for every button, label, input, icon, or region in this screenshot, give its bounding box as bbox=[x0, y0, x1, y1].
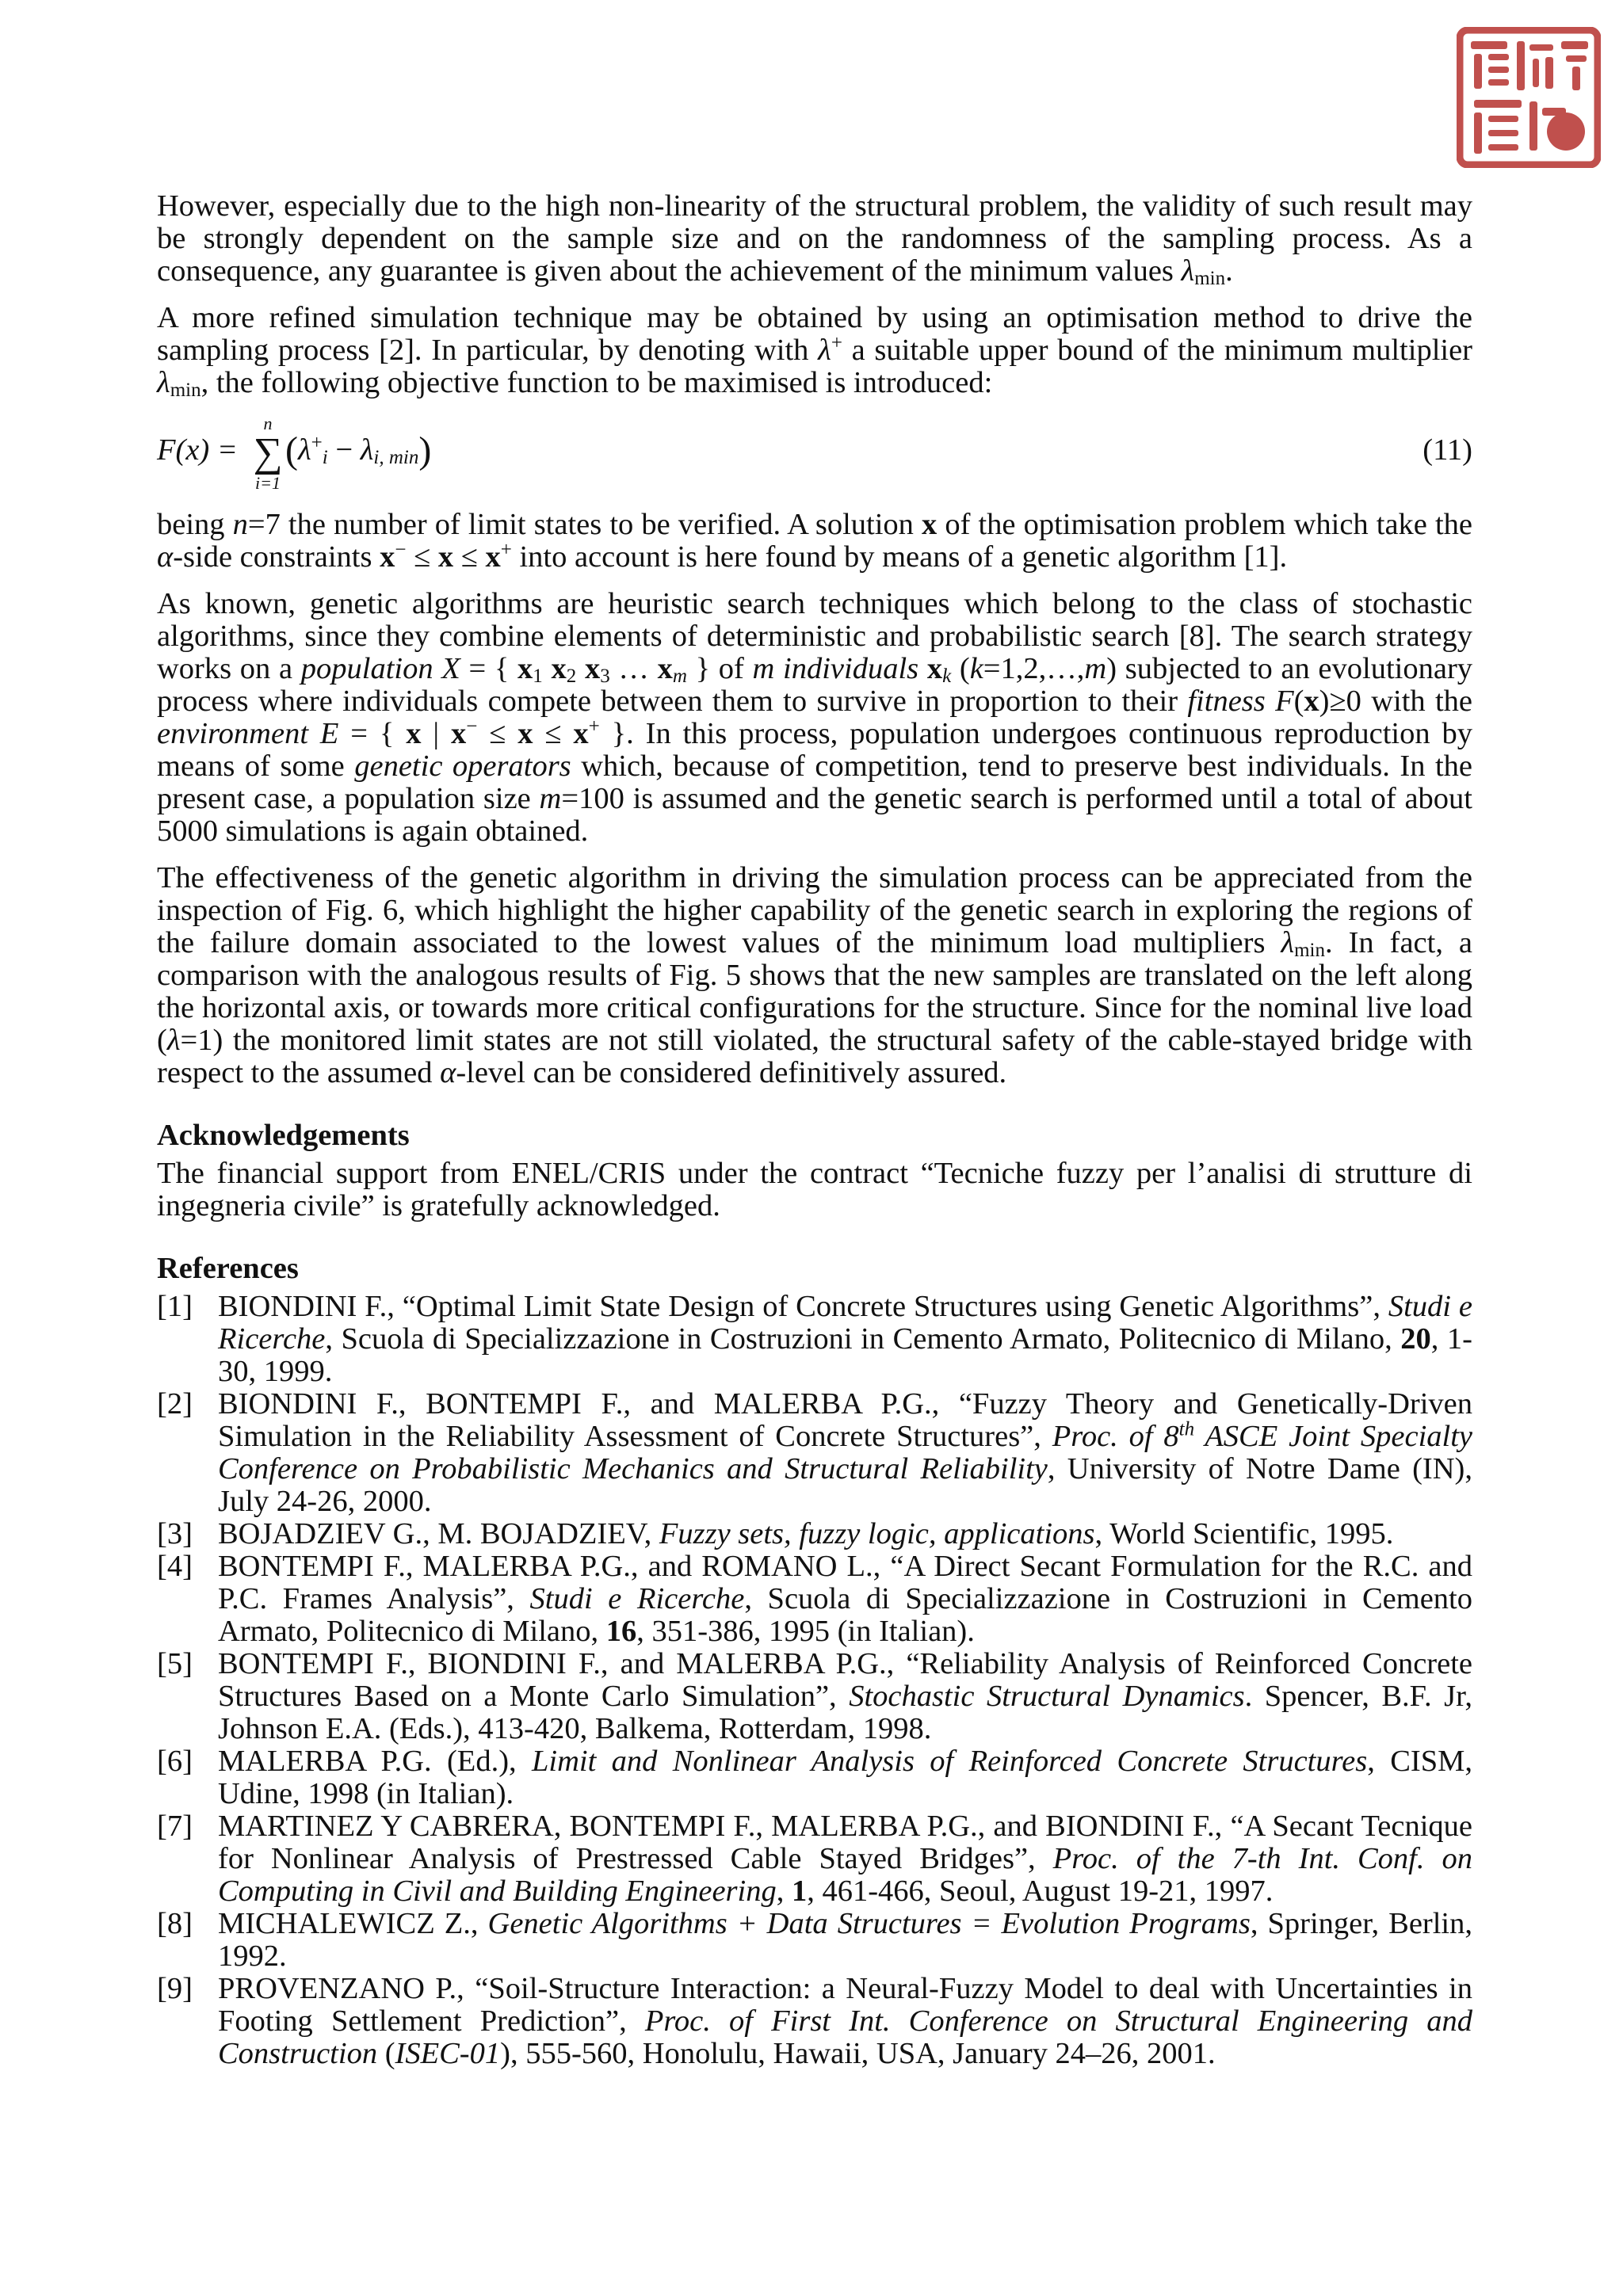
seal-stamp-image bbox=[1457, 27, 1601, 168]
reference-item: [9] PROVENZANO P., “Soil-Structure Interaction: a Neural-Fuzzy Model to deal with Uncertainties in Footing Settlement Prediction”, Proc. of First Int. Conference on Structural Engineering and Construction (ISEC-01), 555-560, Honolulu, Hawaii, USA, January 24–26, 2001. bbox=[157, 1972, 1472, 2070]
paragraph-3: being n=7 the number of limit states to be verified. A solution x of the optimisation problem which take the α-side constraints x− ≤ x ≤ x+ into account is here found by means of a genetic algorithm [1]. bbox=[157, 508, 1472, 574]
equation-number: (11) bbox=[1423, 433, 1472, 467]
equation-rhs: $(\lambda^+_i - \lambda_{i, min})$ bbox=[285, 429, 432, 471]
paragraph-5: The effectiveness of the genetic algorithm in driving the simulation process can be appreciated from the inspection of Fig. 6, which highlight the higher capability of the genetic search in exploring the regions of the failure domain associated to the lowest values of the minimum load multipliers $\lambda_{min}$. In fact, a comparison with the analogous results of Fig. 5 shows that the new samples are translated on the left along the horizontal axis, or towards more critical configurations for the structure. Since for the nominal live load (λ=1) the monitored limit states are not still violated, the structural safety of the cable-stayed bridge with respect to the assumed α-level can be considered definitively assured. bbox=[157, 861, 1472, 1089]
reference-item: [7] MARTINEZ Y CABRERA, BONTEMPI F., MALERBA P.G., and BIONDINI F., “A Secant Tecnique for Nonlinear Analysis of Prestressed Cable Stayed Bridges”, Proc. of the 7-th Int. Conf. on Computing in Civil and Building Engineering, 1, 461-466, Seoul, August 19-21, 1997. bbox=[157, 1810, 1472, 1908]
acknowledgements-text: The financial support from ENEL/CRIS under the contract “Tecniche fuzzy per l’analisi di strutture di ingegneria civile” is gratefully acknowledged. bbox=[157, 1157, 1472, 1222]
reference-item: [4] BONTEMPI F., MALERBA P.G., and ROMANO L., “A Direct Secant Formulation for the R.C. and P.C. Frames Analysis”, Studi e Ricerche, Scuola di Specializzazione in Costruzioni in Cemento Armato, Politecnico di Milano, 16, 351-386, 1995 (in Italian). bbox=[157, 1550, 1472, 1648]
equation-lhs: F(x) = bbox=[157, 433, 238, 467]
summation: n ∑ i=1 bbox=[253, 414, 283, 493]
document-page bbox=[157, 190, 1472, 2070]
equation-11 bbox=[157, 414, 1472, 502]
reference-item: [1] BIONDINI F., “Optimal Limit State Design of Concrete Structures using Genetic Algorithms”, Studi e Ricerche, Scuola di Specializzazione in Costruzioni in Cemento Armato, Politecnico di Milano, 20, 1-30, 1999. bbox=[157, 1290, 1472, 1388]
reference-item: [8] MICHALEWICZ Z., Genetic Algorithms + Data Structures = Evolution Programs, Springer, Berlin, 1992. bbox=[157, 1907, 1473, 1973]
acknowledgements-heading: Acknowledgements bbox=[157, 1119, 410, 1152]
reference-item: [3] BOJADZIEV G., M. BOJADZIEV, Fuzzy sets, fuzzy logic, applications, World Scientific, 1995. bbox=[157, 1517, 1394, 1550]
paragraph-2: A more refined simulation technique may be obtained by using an optimisation method to drive the sampling process [2]. In particular, by denoting with λ+ a suitable upper bound of the minimum multiplier $\lambda_{min}$, the following objective function to be maximised is introduced: bbox=[157, 301, 1472, 401]
reference-item: [6] MALERBA P.G. (Ed.), Limit and Nonlinear Analysis of Reinforced Concrete Structures, CISM, Udine, 1998 (in Italian). bbox=[157, 1745, 1472, 1810]
references-heading: References bbox=[157, 1252, 299, 1285]
reference-item: [5] BONTEMPI F., BIONDINI F., and MALERBA P.G., “Reliability Analysis of Reinforced Concrete Structures Based on a Monte Carlo Simulation”, Stochastic Structural Dynamics. Spencer, B.F. Jr, Johnson E.A. (Eds.), 413-420, Balkema, Rotterdam, 1998. bbox=[157, 1647, 1473, 1745]
lambda-symbol: λ bbox=[1181, 254, 1195, 288]
paragraph-4: As known, genetic algorithms are heuristic search techniques which belong to the class of stochastic algorithms, since they combine elements of deterministic and probabilistic search [8]. The search strategy works on a population X = { $x_1$ $x_2$ $x_3$ … $x_m$ } of m individuals $x_k$ (k=1,2,…,m) subjected to an evolutionary process where individuals compete between them to survive in proportion to their fitness F(x)≥0 with the environment E = { x | x− ≤ x ≤ x+ }. In this process, population undergoes continuous reproduction by means of some genetic operators which, because of competition, tend to preserve best individuals. In the present case, a population size m=100 is assumed and the genetic search is performed until a total of about 5000 simulations is again obtained. bbox=[157, 587, 1473, 848]
paragraph-1: However, especially due to the high non-linearity of the structural problem, the validity of such result may be strongly dependent on the sample size and on the randomness of the sampling process. As a consequence, any guarantee is given about the achievement of the minimum values $\lambda_{min}$. bbox=[157, 189, 1472, 289]
reference-item: [2] BIONDINI F., BONTEMPI F., and MALERBA P.G., “Fuzzy Theory and Genetically-Driven Simulation in the Reliability Assessment of Concrete Structures”, Proc. of 8th ASCE Joint Specialty Conference on Probabilistic Mechanics and Structural Reliability, University of Notre Dame (IN), July 24-26, 2000. bbox=[157, 1387, 1473, 1518]
references-list bbox=[157, 1291, 1472, 2070]
